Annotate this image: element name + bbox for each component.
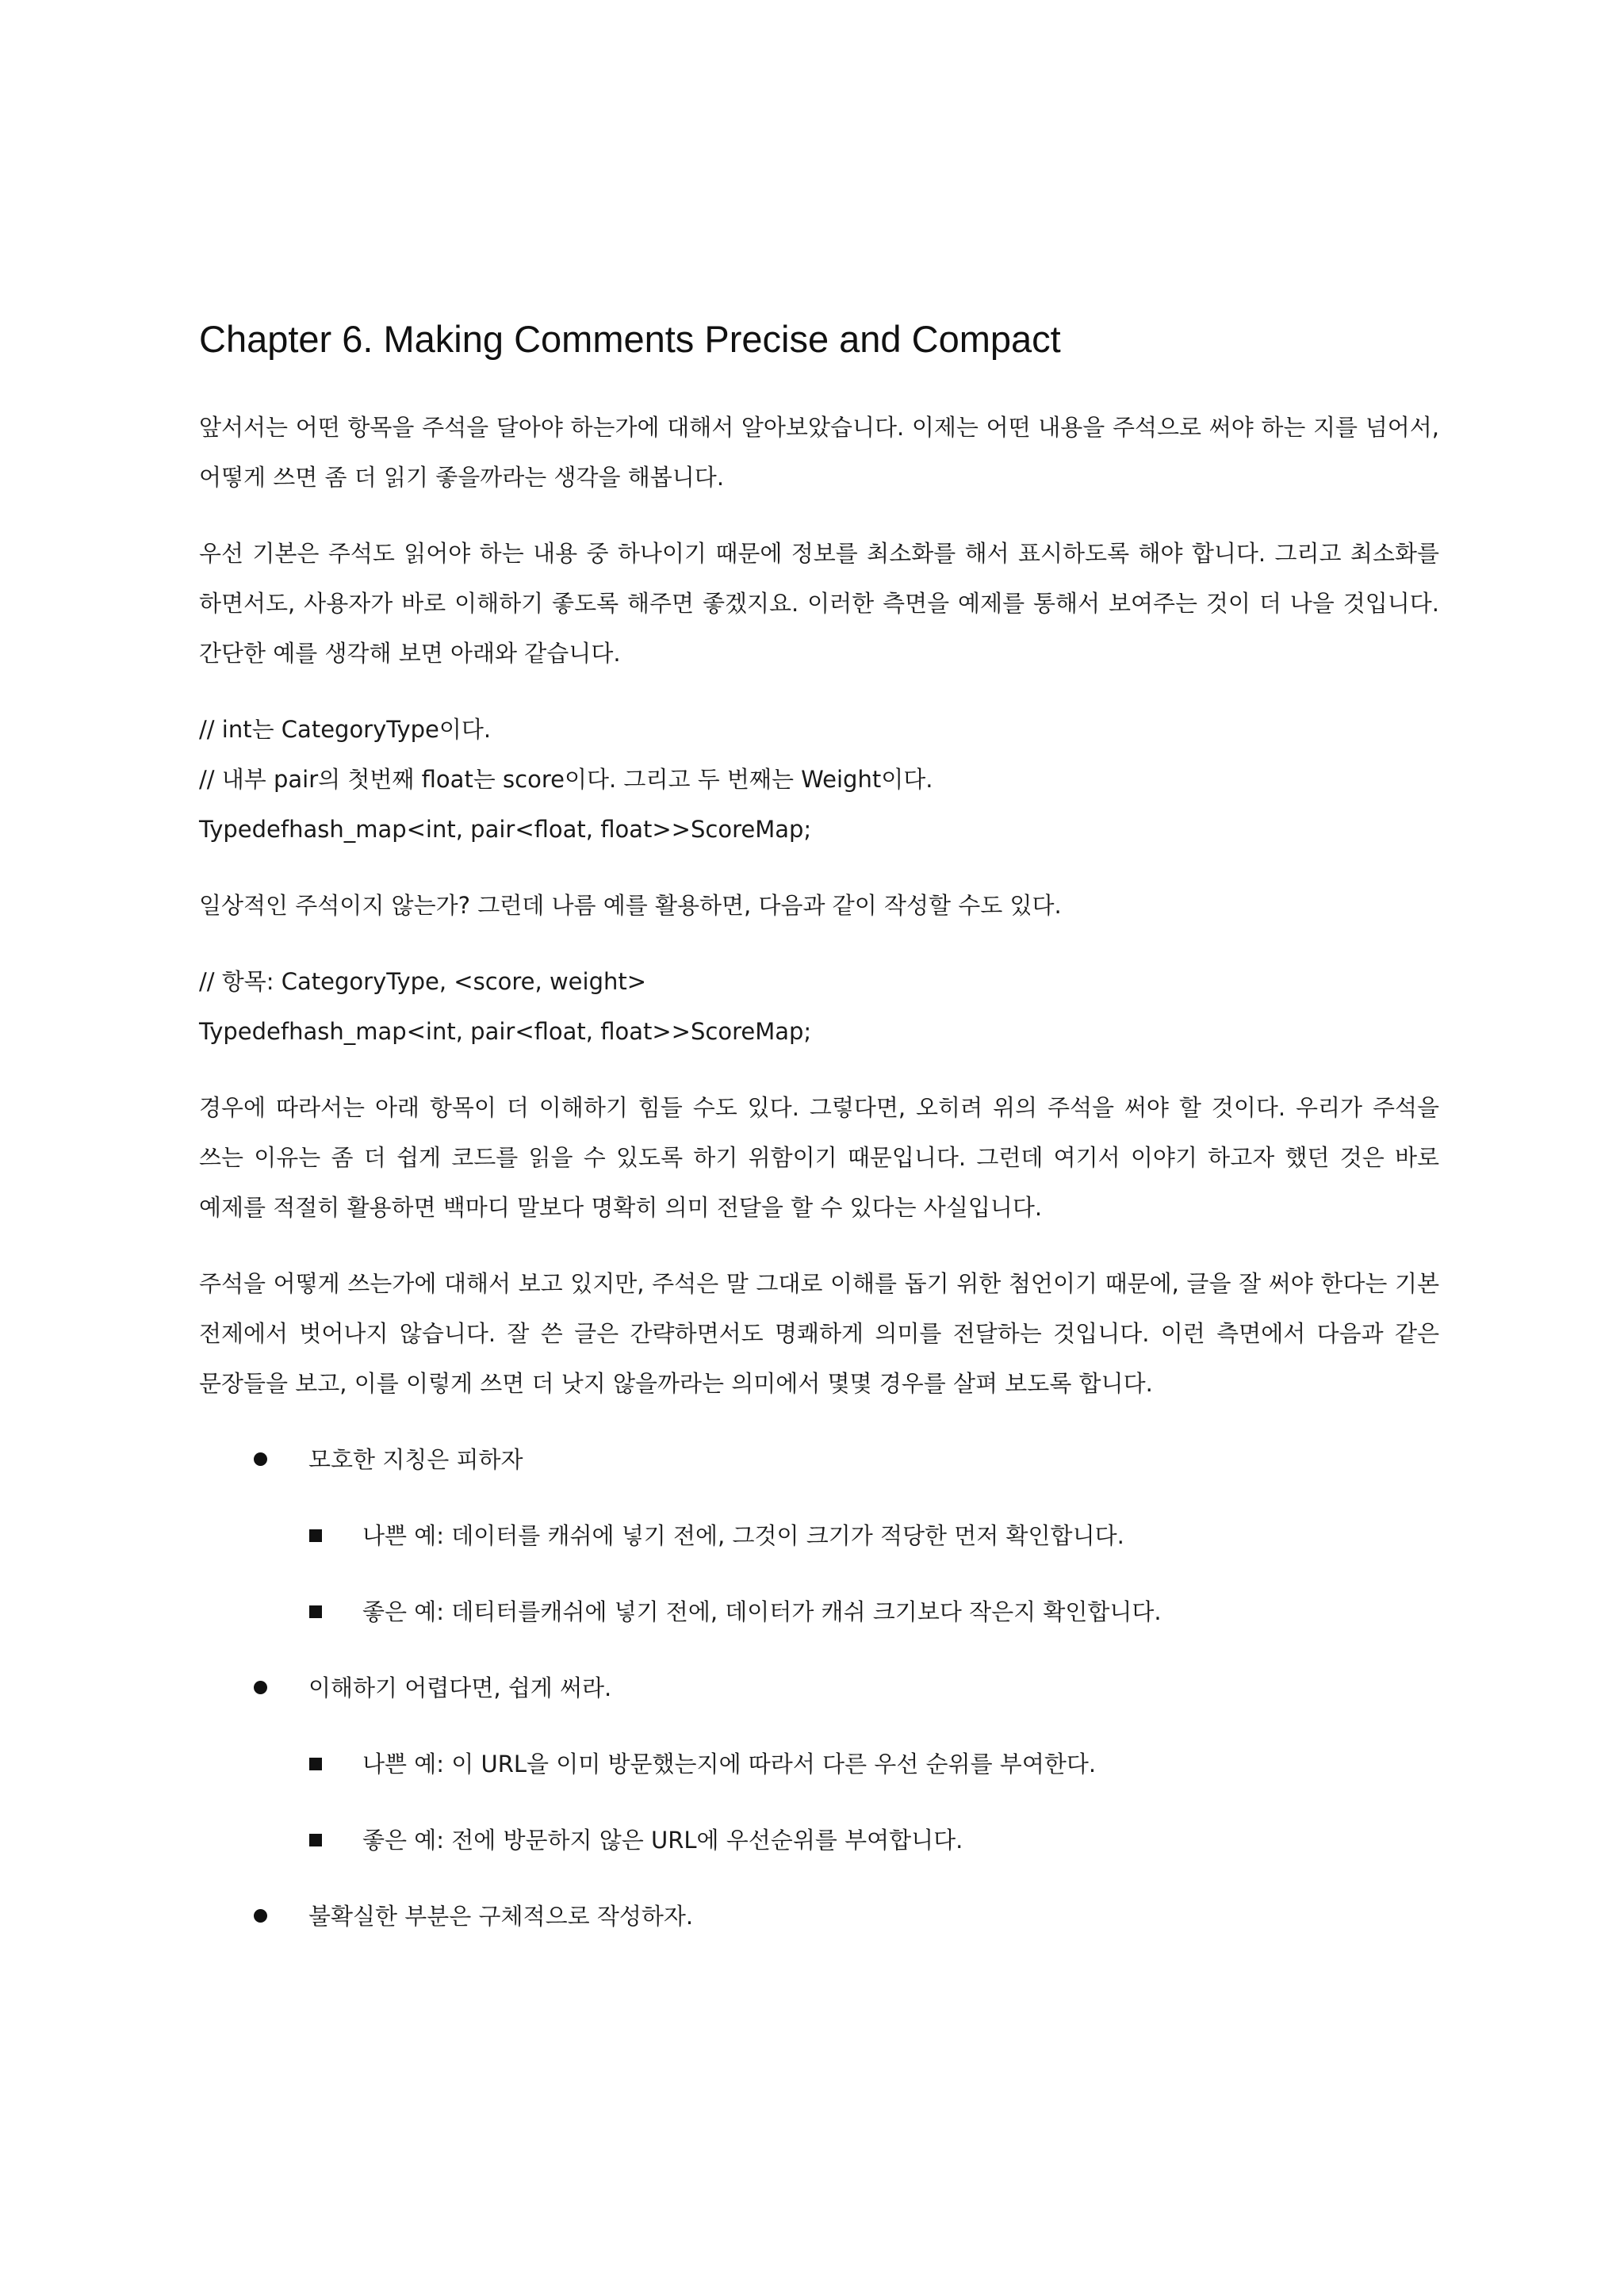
paragraph-purpose: 경우에 따라서는 아래 항목이 더 이해하기 힘들 수도 있다. 그렇다면, 오히려 위의 주석을 써야 할 것이다. 우리가 주석을 쓰는 이유는 좀 더 쉽게 코드를 읽을 수 있도록 하기 위함이기 때문입니다. 그런데 여기서 이야기 하고자 했던 것은 바로 예제를 적절히 활용하면 백마디 말보다 명확히 의미 전달을 할 수 있다는 사실입니다.	[199, 1094, 1439, 1222]
code-example-2	[199, 957, 1439, 1057]
document-page	[199, 317, 1439, 1968]
list-item	[199, 1892, 1439, 1942]
square-bullet-icon	[309, 1834, 322, 1846]
bullet-icon	[254, 1681, 267, 1694]
list-item-text: 모호한 지칭은 피하자	[308, 1446, 523, 1474]
list-item	[199, 1435, 1439, 1485]
square-bullet-icon	[309, 1605, 322, 1618]
list-item-text: 이해하기 어렵다면, 쉽게 써라.	[308, 1674, 612, 1702]
paragraph-ordinary-comment: 일상적인 주석이지 않는가? 그런데 나름 예를 활용하면, 다음과 같이 작성할 수도 있다.	[199, 892, 1062, 920]
sub-list-item	[199, 1739, 1439, 1789]
bullet-icon	[254, 1452, 267, 1466]
code-line: Typedefhash_map<int, pair<float, float>>ScoreMap;	[199, 816, 812, 844]
guideline-list	[199, 1435, 1439, 1942]
chapter-title: Chapter 6. Making Comments Precise and Compact	[199, 318, 1061, 360]
list-item-text: 불확실한 부분은 구체적으로 작성하자.	[308, 1903, 694, 1931]
square-bullet-icon	[309, 1758, 322, 1770]
paragraph-basics: 우선 기본은 주석도 읽어야 하는 내용 중 하나이기 때문에 정보를 최소화를 해서 표시하도록 해야 합니다. 그리고 최소화를 하면서도, 사용자가 바로 이해하기 좋도록 해주면 좋겠지요. 이러한 측면을 예제를 통해서 보여주는 것이 더 나을 것입니다. 간단한 예를 생각해 보면 아래와 같습니다.	[199, 540, 1439, 668]
paragraph-intro: 앞서서는 어떤 항목을 주석을 달아야 하는가에 대해서 알아보았습니다. 이제는 어떤 내용을 주석으로 써야 하는 지를 넘어서, 어떻게 쓰면 좀 더 읽기 좋을까라는 생각을 해봅니다.	[199, 414, 1439, 492]
sub-list-item-text: 나쁜 예: 데이터를 캐쉬에 넣기 전에, 그것이 크기가 적당한 먼저 확인합니다.	[362, 1522, 1124, 1550]
code-line: // 항목: CategoryType, <score, weight>	[199, 968, 647, 996]
bullet-icon	[254, 1909, 267, 1923]
sub-list-item	[199, 1587, 1439, 1637]
paragraph-writing: 주석을 어떻게 쓰는가에 대해서 보고 있지만, 주석은 말 그대로 이해를 돕기 위한 첨언이기 때문에, 글을 잘 써야 한다는 기본 전제에서 벗어나지 않습니다. 잘 쓴 글은 간략하면서도 명쾌하게 의미를 전달하는 것입니다. 이런 측면에서 다음과 같은 문장들을 보고, 이를 이렇게 쓰면 더 낫지 않을까라는 의미에서 몇몇 경우를 살펴 보도록 합니다.	[199, 1270, 1439, 1398]
sub-list-item-text: 좋은 예: 전에 방문하지 않은 URL에 우선순위를 부여합니다.	[362, 1827, 963, 1854]
sub-list-item	[199, 1511, 1439, 1561]
sub-list-item-text: 좋은 예: 데티터를캐쉬에 넣기 전에, 데이터가 캐쉬 크기보다 작은지 확인합니다.	[362, 1598, 1162, 1626]
sub-list-item	[199, 1816, 1439, 1866]
square-bullet-icon	[309, 1529, 322, 1542]
code-line: // 내부 pair의 첫번째 float는 score이다. 그리고 두 번째는 Weight이다.	[199, 766, 933, 794]
list-item	[199, 1663, 1439, 1713]
code-line: Typedefhash_map<int, pair<float, float>>ScoreMap;	[199, 1018, 812, 1046]
sub-list-item-text: 나쁜 예: 이 URL을 이미 방문했는지에 따라서 다른 우선 순위를 부여한다.	[362, 1751, 1097, 1778]
code-example-1	[199, 705, 1439, 855]
code-line: // int는 CategoryType이다.	[199, 716, 492, 744]
